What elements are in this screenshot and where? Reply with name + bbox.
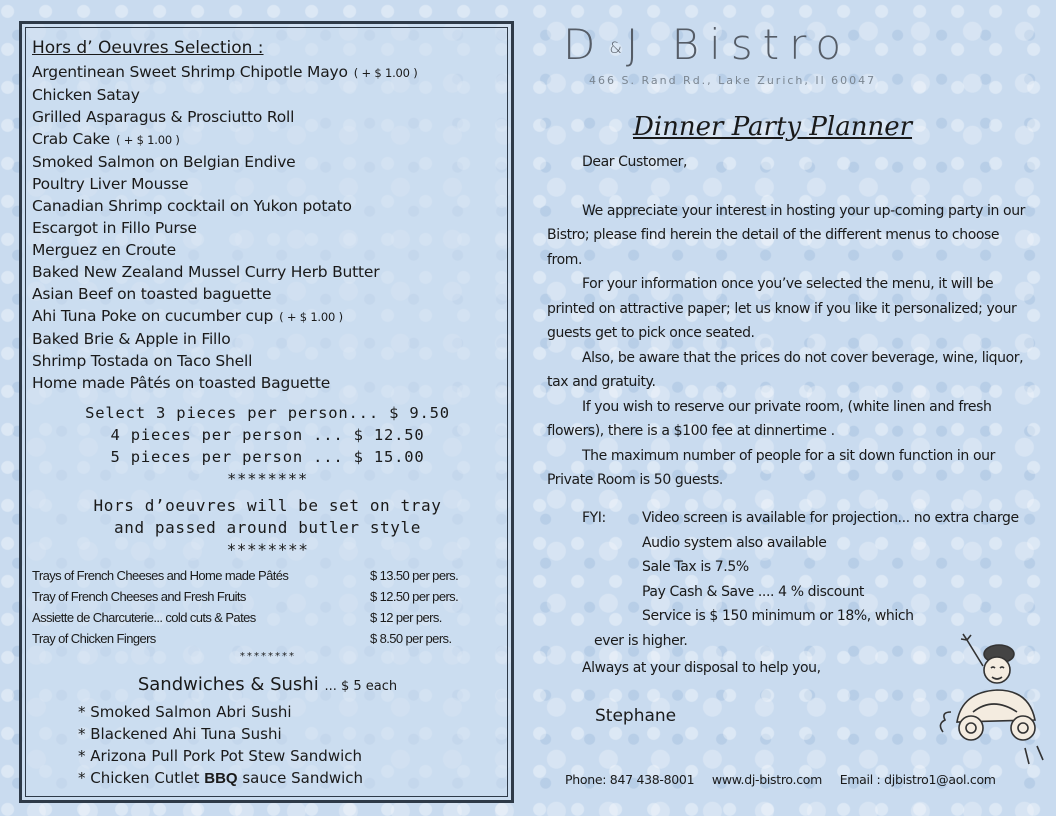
chef-car-cartoon-icon xyxy=(937,622,1047,772)
hors-item-name: Home made Pâtés on toasted Baguette xyxy=(32,374,331,392)
hors-list xyxy=(32,61,503,394)
tray-row xyxy=(32,628,503,649)
sandwiches-heading xyxy=(32,673,503,699)
hors-doeuvres-panel xyxy=(19,21,514,803)
hors-item-name: Crab Cake xyxy=(32,130,110,148)
fyi-item: Service is $ 150 minimum or 18%, which xyxy=(642,608,914,624)
fyi-item: Pay Cash & Save .... 4 % discount xyxy=(642,583,865,600)
logo-letter: D xyxy=(563,20,606,69)
tray-row xyxy=(32,565,503,586)
logo-ampersand: & xyxy=(609,38,622,57)
greeting: Dear Customer, xyxy=(582,154,688,170)
letter-paragraph: Also, be aware that the prices do not cover beverage, wine, liquor, tax and gratuity. xyxy=(547,349,1024,390)
tray-row xyxy=(32,607,503,628)
hors-item-name: Chicken Satay xyxy=(32,86,140,104)
letter-paragraph: The maximum number of people for a sit down function in our Private Room is 50 guests. xyxy=(547,447,995,488)
bbq-text: BBQ xyxy=(204,770,238,787)
letter-body xyxy=(547,150,1032,493)
tray-price: $ 12 per pers. xyxy=(370,610,442,625)
fyi-item: Sale Tax is 7.5% xyxy=(642,559,749,575)
hors-item-surcharge: ( + $ 1.00 ) xyxy=(115,133,180,147)
planner-page xyxy=(545,0,1045,816)
hors-item-surcharge: ( + $ 1.00 ) xyxy=(279,310,343,324)
footer-website[interactable]: www.dj-bistro.com xyxy=(711,772,823,787)
hors-item xyxy=(32,328,503,350)
hors-item xyxy=(32,217,503,239)
letter-paragraph: We appreciate your interest in hosting your up-coming party in our Bistro; please find herein the detail of the different menus to choose from. xyxy=(547,202,1026,268)
hors-item-name: Asian Beef on toasted baguette xyxy=(32,285,272,303)
hors-item xyxy=(32,106,503,128)
sandwich-item-text: * Chicken Cutlet xyxy=(78,769,205,787)
footer-email[interactable]: Email : djbistro1@aol.com xyxy=(839,772,996,787)
hors-item-name: Argentinean Sweet Shrimp Chipotle Mayo xyxy=(32,63,348,81)
fyi-label: FYI: xyxy=(582,510,606,526)
sandwich-item: * Arizona Pull Pork Pot Stew Sandwich xyxy=(78,747,363,765)
hors-item-name: Merguez en Croute xyxy=(32,241,176,259)
tray-name: Assiette de Charcuterie... cold cuts & Pates xyxy=(32,610,256,625)
hors-item-name: Ahi Tuna Poke on cucumber cup xyxy=(32,307,274,325)
star-divider: ******** xyxy=(239,651,296,662)
hors-section-title: Hors d’ Oeuvres Selection : xyxy=(32,38,264,58)
hors-item-name: Baked Brie & Apple in Fillo xyxy=(32,330,231,348)
letter-paragraph: If you wish to reserve our private room, (white linen and fresh flowers), there is a $100 fee at dinnertime . xyxy=(547,398,992,439)
logo-name: J Bistro xyxy=(625,20,852,69)
hors-item xyxy=(32,128,503,151)
hors-item xyxy=(32,372,503,394)
price-line: 5 pieces per person ... $ 15.00 xyxy=(110,448,425,466)
tray-price: $ 13.50 per pers. xyxy=(370,568,459,583)
hors-item xyxy=(32,350,503,372)
tray-price: $ 12.50 per pers. xyxy=(370,589,459,604)
hors-item xyxy=(32,239,503,261)
sandwiches-price: ... $ 5 each xyxy=(324,679,398,694)
sandwich-item xyxy=(78,767,503,790)
tray-note-line: Hors d’oeuvres will be set on tray xyxy=(93,496,442,515)
sandwiches-list xyxy=(78,701,503,790)
tray-name: Tray of Chicken Fingers xyxy=(32,631,156,646)
hors-item xyxy=(32,195,503,217)
bistro-logo xyxy=(563,20,851,69)
hors-item xyxy=(32,283,503,305)
tray-note-line: and passed around butler style xyxy=(114,518,421,537)
hors-item xyxy=(32,173,503,195)
tray-table xyxy=(32,565,503,649)
star-divider: ******** xyxy=(226,470,309,488)
star-divider: ******** xyxy=(226,540,309,559)
planner-title: Dinner Party Planner xyxy=(633,112,913,142)
hors-item xyxy=(32,84,503,106)
hors-item xyxy=(32,261,503,283)
hors-item xyxy=(32,61,503,84)
sandwich-item-text: sauce Sandwich xyxy=(237,769,364,787)
sandwich-item: * Blackened Ahi Tuna Sushi xyxy=(78,725,282,743)
price-lines xyxy=(32,402,503,490)
letter-paragraph: For your information once you’ve selected the menu, it will be printed on attractive paper; let us know if you like it personalized; your guests get to pick once seated. xyxy=(547,276,1017,341)
hors-item-name: Canadian Shrimp cocktail on Yukon potato xyxy=(32,197,352,215)
hors-item-name: Smoked Salmon on Belgian Endive xyxy=(32,153,296,171)
hors-item xyxy=(32,305,503,328)
sandwich-item: * Smoked Salmon Abri Sushi xyxy=(78,703,292,721)
closing-line: Always at your disposal to help you, xyxy=(582,660,821,676)
fyi-item: Video screen is available for projection... no extra charge xyxy=(642,510,1019,526)
sandwiches-title: Sandwiches & Sushi xyxy=(137,674,319,695)
hors-item-name: Escargot in Fillo Purse xyxy=(32,219,197,237)
hors-item-name: Poultry Liver Mousse xyxy=(32,175,189,193)
tray-price: $ 8.50 per pers. xyxy=(370,631,452,646)
tray-service-note xyxy=(32,495,503,561)
fyi-item: Audio system also available xyxy=(642,534,827,551)
price-line: Select 3 pieces per person... $ 9.50 xyxy=(85,404,450,422)
tray-row xyxy=(32,586,503,607)
contact-footer xyxy=(565,772,1010,787)
hors-item-name: Baked New Zealand Mussel Curry Herb Butter xyxy=(32,263,380,281)
hors-item-surcharge: ( + $ 1.00 ) xyxy=(353,66,418,80)
fyi-item: ever is higher. xyxy=(594,632,688,649)
bistro-address: 466 S. Rand Rd., Lake Zurich, Il 60047 xyxy=(589,74,877,87)
tray-name: Trays of French Cheeses and Home made Pâtés xyxy=(32,568,289,583)
signature: Stephane xyxy=(595,706,677,726)
footer-phone: Phone: 847 438-8001 xyxy=(565,772,695,787)
tray-name: Tray of French Cheeses and Fresh Fruits xyxy=(32,589,246,604)
hors-item-name: Grilled Asparagus & Prosciutto Roll xyxy=(32,108,295,126)
hors-item xyxy=(32,151,503,173)
price-line: 4 pieces per person ... $ 12.50 xyxy=(110,426,425,444)
hors-item-name: Shrimp Tostada on Taco Shell xyxy=(32,352,253,370)
